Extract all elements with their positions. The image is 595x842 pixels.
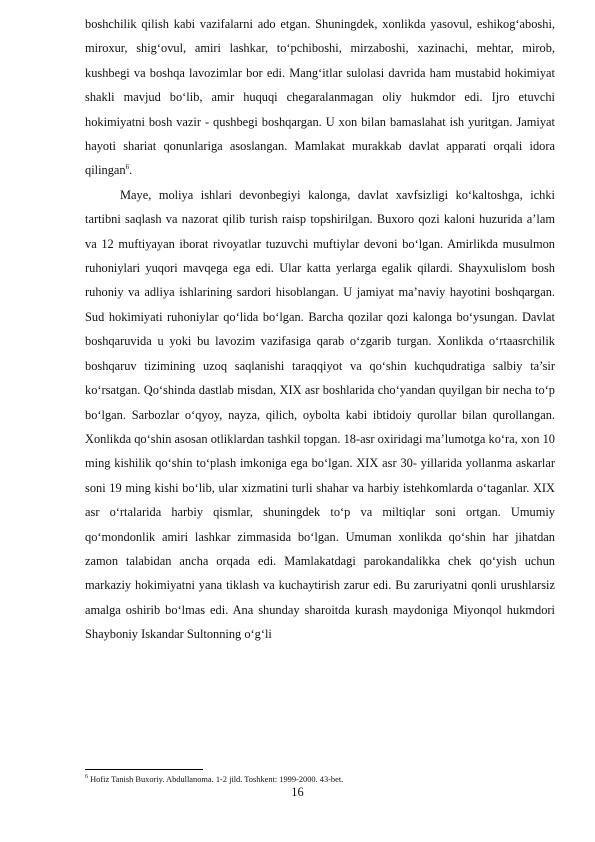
footnote-reference[interactable]: 6 (125, 163, 130, 172)
main-text (85, 12, 555, 647)
paragraph-1-end: . (129, 163, 133, 178)
footnote-separator (85, 769, 203, 770)
paragraph-1 (85, 12, 555, 183)
footnote-number: 6 (85, 774, 88, 781)
paragraph-2: Maye, moliya ishlari devonbegiyi kalonga, davlat xavfsizligi ko‘kaltoshga, ichki tartibni saqlash va nazorat qilib turish raisp topshirilgan. Buxoro qozi kaloni huzurida a’lam va 12 muftiyayan iborat rivoyatlar tuzuvchi muftiylar devoni bo‘lgan. Amirlikda musulmon ruhoniylari yuqori mavqega ega edi. Ular katta yerlarga egalik qilardi. Shayxulislom bosh ruhoniy va adliya ishlarining sardori hisoblangan. U jamiyat ma’naviy hayotini boshqargan. Sud hokimiyati ruhoniylar qo‘lida bo‘lgan. Barcha qozilar qozi kalonga bo‘ysungan. Davlat boshqaruvida u yoki bu lavozim vazifasiga qarab o‘zgarib turgan. Xonlikda o‘rtaasrchilik boshqaruv tizimining uzoq saqlanishi taraqqiyot va qo‘shin kuchqudratiga salbiy ta’sir ko‘rsatgan. Qo‘shinda dastlab misdan, XIX asr boshlarida cho‘yandan quyilgan bir necha to‘p bo‘lgan. Sarbozlar o‘qyoy, nayza, qilich, oybolta kabi ibtidoiy qurollar bilan qurollangan. Xonlikda qo‘shin asosan otliklardan tashkil topgan. 18-asr oxiridagi ma’lumotga ko‘ra, xon 10 ming kishilik qo‘shin to‘plash imkoniga ega bo‘lgan. XIX asr 30- yillarida yollanma askarlar soni 19 ming kishi bo‘lib, ular xizmatini turli shahar va harbiy istehkomlarda o‘taganlar. XIX asr o‘rtalarida harbiy qismlar, shuningdek to‘p va miltiqlar soni ortgan. Umumiy qo‘mondonlik amiri lashkar zimmasida bo‘lgan. Umuman xonlikda qo‘shin har jihatdan zamon talabidan ancha orqada edi. Mamlakatdagi parokandalikka chek qo‘yish uchun markaziy hokimiyatni yana tiklash va kuchaytirish zarur edi. Bu zaruriyatni qonli urushlarsiz amalga oshirib bo‘lmas edi. Ana shunday sharoitda kurash maydoniga Miyonqol hukmdori Shayboniy Iskandar Sultonning o‘g‘li (85, 187, 555, 642)
footnote-text: Hofiz Tanish Buxoriy. Abdullanoma. 1-2 jild. Toshkent: 1999-2000. 43-bet. (88, 775, 344, 784)
footnote (85, 774, 555, 785)
paragraph-1-text: boshchilik qilish kabi vazifalarni ado etgan. Shuningdek, xonlikda yasovul, eshikog‘aboshi, miroxur, shig‘ovul, amiri lashkar, to‘pchiboshi, mirzaboshi, xazinachi, mehtar, mirob, kushbegi va boshqa lavozimlar bor edi. Mang‘itlar sulolasi davrida ham mustabid hokimiyat shakli mavjud bo‘lib, amir huquqi chegaralanmagan oliy hukmdor edi. Ijro etuvchi hokimiyatni bosh vazir - qushbegi boshqargan. U xon bilan bamaslahat ish yuritgan. Jamiyat hayoti shariat qonunlariga asoslangan. Mamlakat murakkab davlat apparati orqali idora qilingan (85, 17, 555, 178)
page-number: 16 (291, 785, 304, 799)
